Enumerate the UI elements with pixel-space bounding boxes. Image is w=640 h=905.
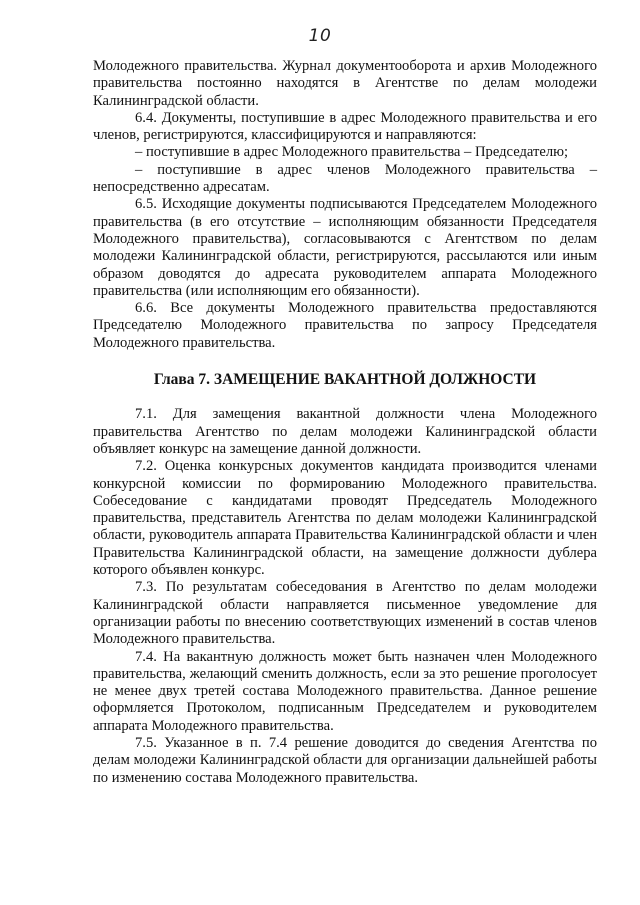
page-number: 10: [308, 26, 332, 46]
paragraph-7-3: 7.3. По результатам собеседования в Агентство по делам молодежи Калининградской области направляется письменное уведомление для организации работы по внесению соответствующих изменений в состав членов Молодежного правительства.: [93, 579, 597, 648]
list-item-chairman: – поступившие в адрес Молодежного правительства – Председателю;: [135, 144, 569, 161]
paragraph-7-4: 7.4. На вакантную должность может быть назначен член Молодежного правительства, желающий сменить должность, если за это решение проголосует не менее двух третей состава Молодежного правительства. Данное решение оформляется Протоколом, подписанным Председателем и руководителем аппарата Молодежного правительства.: [93, 648, 597, 734]
paragraph-continuation: Молодежного правительства. Журнал документооборота и архив Молодежного правительства постоянно находятся в Агентстве по делам молодежи Калининградской области.: [93, 58, 597, 109]
list-item-members: – поступившие в адрес членов Молодежного правительства – непосредственно адресатам.: [93, 161, 597, 196]
paragraph-6-5: 6.5. Исходящие документы подписываются Председателем Молодежного правительства (в его отсутствие – исполняющим обязанности Председателя Молодежного правительства), согласовываются с Агентством по делам молодежи Калининградской области, регистрируются, рассылаются или иным образом доводятся до адресата руководителем аппарата Молодежного правительства (или исполняющим его обязанности).: [93, 196, 597, 299]
paragraph-7-2: 7.2. Оценка конкурсных документов кандидата производится членами конкурсной комиссии по формированию Молодежного правительства. Собеседование с кандидатами проводят Председатель Молодежного правительства, представитель Агентства по делам молодежи Калининградской области, руководитель аппарата Правительства Калининградской области и член Правительства Калининградской области, на замещение должности дублера которого объявлен конкурс.: [93, 458, 597, 579]
paragraph-7-5: 7.5. Указанное в п. 7.4 решение доводится до сведения Агентства по делам молодежи Калининградской области для организации дальнейшей работы по изменению состава Молодежного правительства.: [93, 734, 597, 786]
paragraph-7-1: 7.1. Для замещения вакантной должности члена Молодежного правительства Агентство по делам молодежи Калининградской области объявляет конкурс на замещение данной должности.: [93, 406, 597, 457]
document-body: [93, 58, 597, 787]
paragraph-6-4: 6.4. Документы, поступившие в адрес Молодежного правительства и его членов, регистрируются, классифицируются и направляются:: [93, 109, 597, 144]
chapter-heading: Глава 7. ЗАМЕЩЕНИЕ ВАКАНТНОЙ ДОЛЖНОСТИ: [153, 371, 537, 389]
paragraph-6-6: 6.6. Все документы Молодежного правительства предоставляются Председателю Молодежного правительства по запросу Председателя Молодежного правительства.: [93, 300, 597, 351]
